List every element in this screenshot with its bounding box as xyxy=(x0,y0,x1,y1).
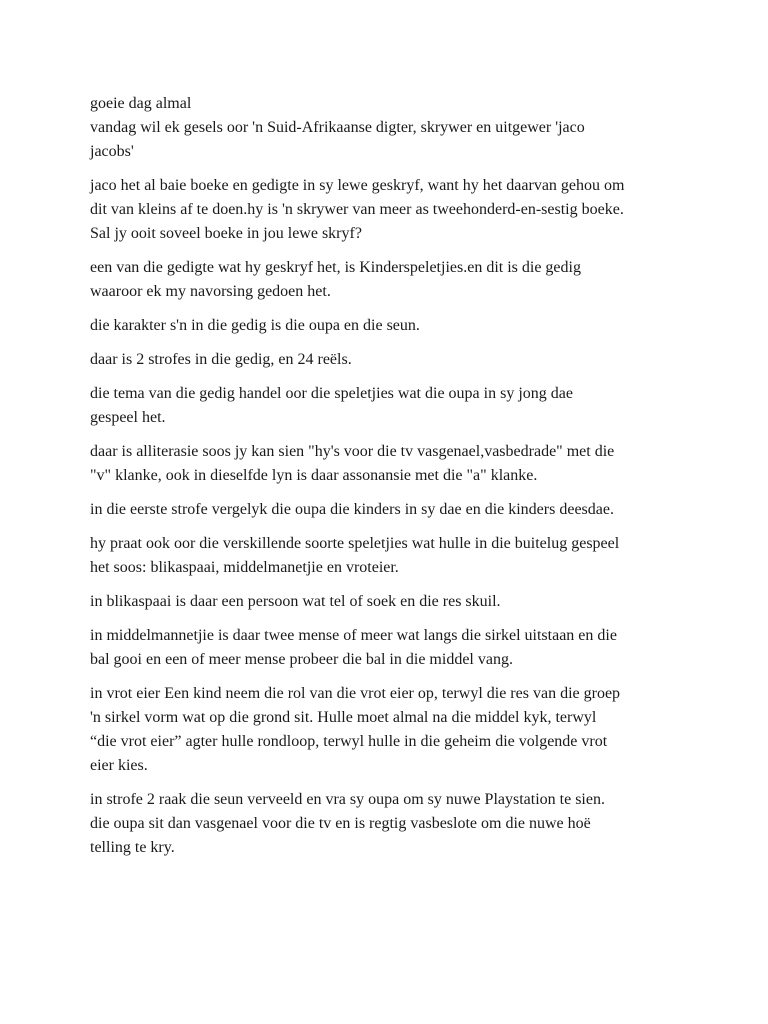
text-line: vandag wil ek gesels oor 'n Suid-Afrikaanse digter, skrywer en uitgewer 'jaco xyxy=(90,119,585,136)
text-line: die oupa sit dan vasgenael voor die tv en is regtig vasbeslote om die nuwe hoë xyxy=(90,815,591,832)
text-line: Sal jy ooit soveel boeke in jou lewe skryf? xyxy=(90,225,362,242)
paragraph-poem-intro xyxy=(90,256,690,304)
text-line: telling te kry. xyxy=(90,839,175,856)
paragraph-characters xyxy=(90,314,690,338)
text-line: bal gooi en een of meer mense probeer die bal in die middel vang. xyxy=(90,651,513,668)
text-line: in strofe 2 raak die seun verveeld en vra sy oupa om sy nuwe Playstation te sien. xyxy=(90,791,605,808)
document-body xyxy=(90,92,690,870)
text-line: het soos: blikaspaai, middelmanetjie en vroteier. xyxy=(90,559,399,576)
text-line: in middelmannetjie is daar twee mense of meer wat langs die sirkel uitstaan en die xyxy=(90,627,617,644)
text-line: gespeel het. xyxy=(90,409,166,426)
text-line: eier kies. xyxy=(90,757,148,774)
text-line: die tema van die gedig handel oor die speletjies wat die oupa in sy jong dae xyxy=(90,385,573,402)
paragraph-about-author xyxy=(90,174,690,246)
paragraph-middelmannetjie xyxy=(90,624,690,672)
text-line: "v" klanke, ook in dieselfde lyn is daar assonansie met die "a" klanke. xyxy=(90,467,538,484)
text-line: daar is 2 strofes in die gedig, en 24 reëls. xyxy=(90,351,352,368)
text-line: dit van kleins af te doen.hy is 'n skrywer van meer as tweehonderd-en-sestig boeke. xyxy=(90,201,624,218)
text-line: jacobs' xyxy=(90,143,134,160)
text-line: goeie dag almal xyxy=(90,95,192,112)
text-line: hy praat ook oor die verskillende soorte speletjies wat hulle in die buitelug gespeel xyxy=(90,535,620,552)
text-line: in die eerste strofe vergelyk die oupa die kinders in sy dae en die kinders deesdae. xyxy=(90,501,614,518)
text-line: daar is alliterasie soos jy kan sien "hy's voor die tv vasgenael,vasbedrade" met die xyxy=(90,443,615,460)
text-line: “die vrot eier” agter hulle rondloop, terwyl hulle in die geheim die volgende vrot xyxy=(90,733,608,750)
paragraph-greeting xyxy=(90,92,690,164)
text-line: in blikaspaai is daar een persoon wat tel of soek en die res skuil. xyxy=(90,593,501,610)
paragraph-second-stanza xyxy=(90,788,690,860)
text-line: waaroor ek my navorsing gedoen het. xyxy=(90,283,331,300)
paragraph-vrot-eier xyxy=(90,682,690,778)
text-line: een van die gedigte wat hy geskryf het, is Kinderspeletjies.en dit is die gedig xyxy=(90,259,581,276)
paragraph-blikaspaai xyxy=(90,590,690,614)
paragraph-theme xyxy=(90,382,690,430)
paragraph-first-stanza xyxy=(90,498,690,522)
text-line: die karakter s'n in die gedig is die oupa en die seun. xyxy=(90,317,420,334)
text-line: in vrot eier Een kind neem die rol van die vrot eier op, terwyl die res van die groep xyxy=(90,685,621,702)
paragraph-alliteration xyxy=(90,440,690,488)
text-line: 'n sirkel vorm wat op die grond sit. Hulle moet almal na die middel kyk, terwyl xyxy=(90,709,597,726)
paragraph-structure xyxy=(90,348,690,372)
text-line: jaco het al baie boeke en gedigte in sy lewe geskryf, want hy het daarvan gehou om xyxy=(90,177,625,194)
paragraph-games xyxy=(90,532,690,580)
